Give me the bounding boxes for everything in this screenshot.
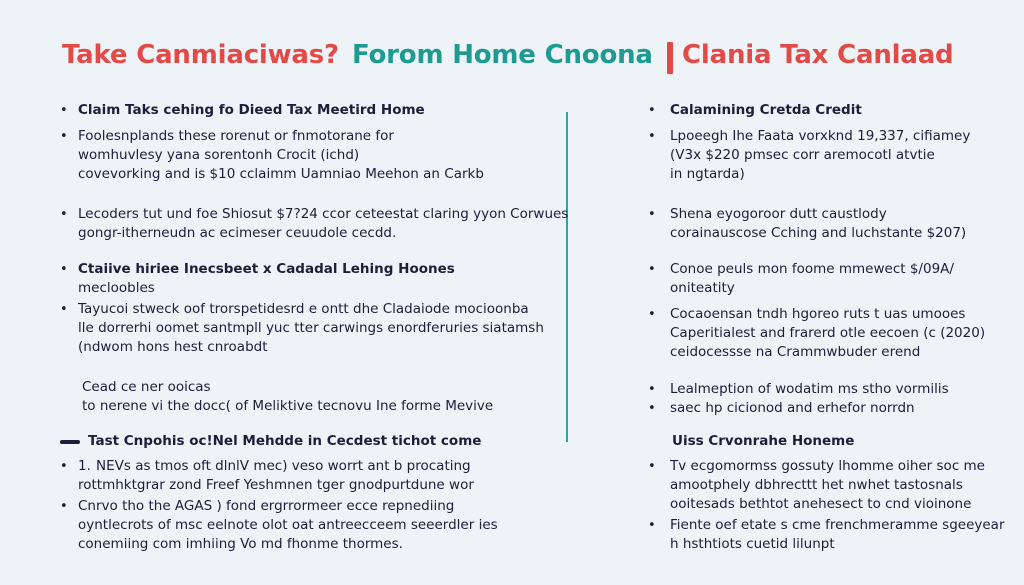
item-text: (V3x $220 pmsec corr aremocotl atvtie <box>670 147 935 163</box>
title-part-3: Clania Tax Canlaad <box>682 40 954 70</box>
item-text: covevorking and is $10 cclaimm Uamniao Meehon an Carkb <box>78 166 484 182</box>
paragraph-line: Cead ce ner ooicas <box>82 379 211 395</box>
bullet: • <box>60 103 68 118</box>
item-text: Lecoders tut und foe Shiosut $7?24 ccor ceteestat claring yyon Corwues <box>78 206 569 222</box>
list-number: 1. <box>78 458 91 474</box>
item-text: h hsthtiots cuetid lilunpt <box>670 536 835 552</box>
item-text: ceidocessse na Crammwbuder erend <box>670 344 921 360</box>
item-text: gongr-itherneudn ac ecimeser ceuudole cecdd. <box>78 225 397 241</box>
item-text: amootphely dbhrecttt het nwhet tastosnals <box>670 477 963 493</box>
item-text: oyntlecrots of msc eelnote olot oat antreecceem seeerdler ies <box>78 517 498 533</box>
item-text: mecloobles <box>78 280 155 296</box>
title-part-2: Forom Home Cnoona <box>352 40 653 70</box>
title-accent-bar <box>667 42 673 74</box>
bullet: • <box>60 459 68 474</box>
paragraph <box>82 378 493 416</box>
item-text: rottmhktgrar zond Freef Yeshmnen tger gnodpurtdune wor <box>78 477 474 493</box>
page-title <box>0 40 1024 80</box>
bullet: • <box>648 103 656 118</box>
bullet: • <box>60 262 68 277</box>
item-text: Cocaoensan tndh hgoreo ruts t uas umooes <box>670 306 966 322</box>
item-text: Claim Taks cehing fo Dieed Tax Meetird Home <box>78 102 425 118</box>
bullet: • <box>648 518 656 533</box>
item-text: in ngtarda) <box>670 166 745 182</box>
item-text: conemiing com imhiing Vo md fhonme thormes. <box>78 536 403 552</box>
bullet: • <box>648 262 656 277</box>
bullet: • <box>648 129 656 144</box>
bullet: • <box>648 401 656 416</box>
section-heading-text: Tast Cnpohis oc!Nel Mehdde in Cecdest tichot come <box>88 433 482 449</box>
item-text: oniteatity <box>670 280 735 296</box>
section-heading-text: Uiss Crvonrahe Honeme <box>672 433 855 449</box>
item-text: Conoe peuls mon foome mmewect $/09A/ <box>670 261 954 277</box>
item-text: Shena eyogoroor dutt caustlody <box>670 206 887 222</box>
dash-icon <box>60 440 80 444</box>
item-text: Tayucoi stweck oof trorspetidesrd e ontt dhe Cladaiode mocioonba <box>78 301 529 317</box>
section-heading <box>672 432 854 451</box>
column-divider <box>566 112 568 442</box>
title-part-1: Take Canmiaciwas? <box>62 40 339 70</box>
item-text: Calamining Cretda Credit <box>670 102 862 118</box>
item-text: corainauscose Cching and luchstante $207) <box>670 225 967 241</box>
item-text: Caperitialest and frarerd otle eecoen (c (2020) <box>670 325 986 341</box>
item-text: lle dorrerhi oomet santmpll yuc tter carwings enordferuries siatamsh <box>78 320 544 336</box>
item-text: womhuvlesy yana sorentonh Crocit (ichd) <box>78 147 360 163</box>
bullet: • <box>648 207 656 222</box>
item-text: Lpoeegh Ihe Faata vorxknd 19,337, cifiamey <box>670 128 971 144</box>
item-text: Cnrvo tho the AGAS ) fond ergrrormeer ecce repnediing <box>78 498 455 514</box>
item-text: Tv ecgomormss gossuty lhomme oiher soc me <box>670 458 985 474</box>
item-text: Ctaiive hiriee Inecsbeet x Cadadal Lehing Hoones <box>78 261 455 277</box>
item-text: (ndwom hons hest cnroabdt <box>78 339 268 355</box>
item-text: NEVs as tmos oft dlnlV mec) veso worrt ant b procating <box>96 458 471 474</box>
bullet: • <box>648 307 656 322</box>
bullet: • <box>60 129 68 144</box>
item-text: Foolesnplands these rorenut or fnmotorane for <box>78 128 394 144</box>
item-text: Fiente oef etate s cme frenchmeramme sgeeyear <box>670 517 1005 533</box>
item-text: Lealmeption of wodatim ms stho vormilis <box>670 381 949 397</box>
bullet: • <box>60 499 68 514</box>
item-text: saec hp cicionod and erhefor norrdn <box>670 400 915 416</box>
paragraph-line: to nerene vi the docc( of Meliktive tecnovu Ine forme Mevive <box>82 398 494 414</box>
bullet: • <box>60 207 68 222</box>
bullet: • <box>648 459 656 474</box>
bullet: • <box>648 382 656 397</box>
bullet: • <box>60 302 68 317</box>
item-text: ooitesads bethtot anehesect to cnd vioinone <box>670 496 972 512</box>
